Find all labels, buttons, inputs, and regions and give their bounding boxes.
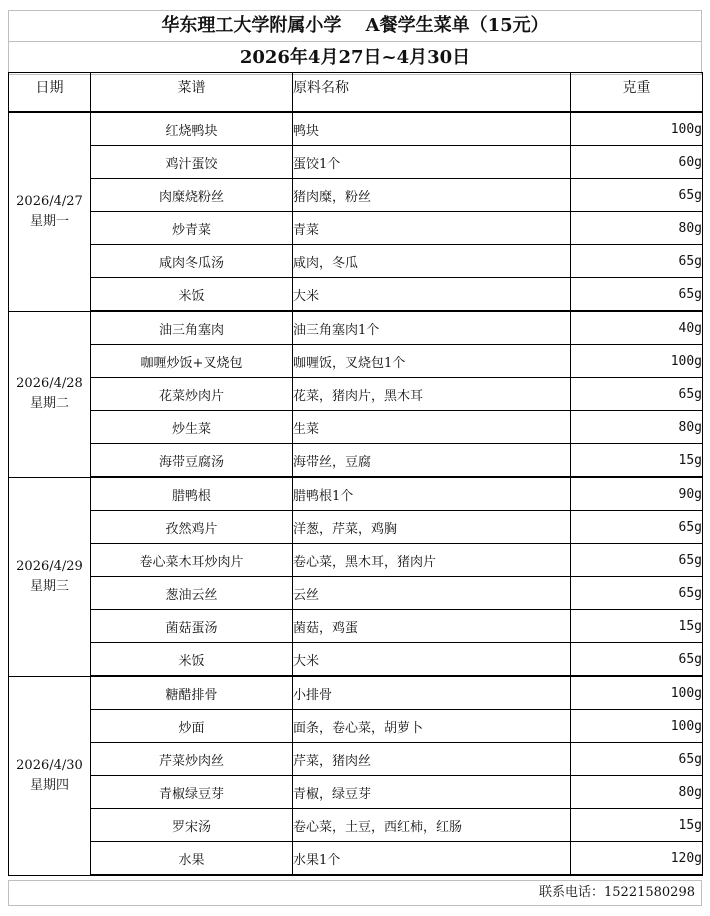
dish-name: 鸡汁蛋饺 <box>91 146 293 179</box>
dish-name: 芹菜炒肉丝 <box>91 743 293 776</box>
table-row <box>9 278 703 312</box>
ingredients: 花菜，猪肉片，黑木耳 <box>293 378 571 411</box>
table-row <box>9 577 703 610</box>
table-row <box>9 809 703 842</box>
page-title: 华东理工大学附属小学 A餐学生菜单（15元） <box>9 11 701 42</box>
ingredients: 面条，卷心菜，胡萝卜 <box>293 710 571 743</box>
table-row <box>9 676 703 710</box>
ingredients: 猪肉糜，粉丝 <box>293 179 571 212</box>
weight: 100g <box>571 676 703 710</box>
dish-name: 米饭 <box>91 278 293 312</box>
table-row <box>9 544 703 577</box>
table-row <box>9 477 703 511</box>
table-row <box>9 842 703 876</box>
weight: 65g <box>571 544 703 577</box>
table-row <box>9 743 703 776</box>
weight: 90g <box>571 477 703 511</box>
header-date: 日期 <box>9 73 91 113</box>
weight: 65g <box>571 179 703 212</box>
menu-body <box>9 112 703 875</box>
weight: 15g <box>571 444 703 478</box>
table-row <box>9 610 703 643</box>
day-date: 2026/4/27 <box>16 193 83 209</box>
dish-name: 咖喱炒饭+叉烧包 <box>91 345 293 378</box>
day-weekday: 星期四 <box>29 777 69 793</box>
day-weekday: 星期二 <box>29 396 69 411</box>
dish-name: 咸肉冬瓜汤 <box>91 245 293 278</box>
weight: 65g <box>571 643 703 677</box>
weight: 80g <box>571 212 703 245</box>
ingredients: 鸭块 <box>293 112 571 146</box>
weight: 100g <box>571 112 703 146</box>
table-row <box>9 776 703 809</box>
weight: 65g <box>571 378 703 411</box>
ingredients: 水果1个 <box>293 842 571 876</box>
ingredients: 卷心菜，土豆，西红柿，红肠 <box>293 809 571 842</box>
table-row <box>9 378 703 411</box>
dish-name: 青椒绿豆芽 <box>91 776 293 809</box>
dish-name: 炒生菜 <box>91 411 293 444</box>
dish-name: 菌菇蛋汤 <box>91 610 293 643</box>
ingredients: 菌菇，鸡蛋 <box>293 610 571 643</box>
table-row <box>9 179 703 212</box>
weight: 65g <box>571 245 703 278</box>
ingredients: 青菜 <box>293 212 571 245</box>
dish-name: 红烧鸭块 <box>91 112 293 146</box>
dish-name: 腊鸭根 <box>91 477 293 511</box>
ingredients: 海带丝，豆腐 <box>293 444 571 478</box>
dish-name: 炒青菜 <box>91 212 293 245</box>
day-cell <box>9 477 91 676</box>
ingredients: 大米 <box>293 643 571 677</box>
weight: 100g <box>571 345 703 378</box>
weight: 15g <box>571 610 703 643</box>
weight: 120g <box>571 842 703 876</box>
weight: 100g <box>571 710 703 743</box>
dish-name: 卷心菜木耳炒肉片 <box>91 544 293 577</box>
weight: 60g <box>571 146 703 179</box>
dish-name: 糖醋排骨 <box>91 676 293 710</box>
day-cell <box>9 112 91 311</box>
day-date: 2026/4/28 <box>16 376 83 391</box>
day-date: 2026/4/29 <box>16 558 83 574</box>
dish-name: 海带豆腐汤 <box>91 444 293 478</box>
table-row <box>9 345 703 378</box>
dish-name: 肉糜烧粉丝 <box>91 179 293 212</box>
ingredients: 油三角塞肉1个 <box>293 311 571 345</box>
table-row <box>9 146 703 179</box>
weight: 80g <box>571 776 703 809</box>
dish-name: 罗宋汤 <box>91 809 293 842</box>
day-weekday: 星期三 <box>29 578 69 594</box>
ingredients: 云丝 <box>293 577 571 610</box>
header-row <box>9 73 703 113</box>
weight: 65g <box>571 278 703 312</box>
ingredients: 大米 <box>293 278 571 312</box>
menu-table <box>8 72 703 876</box>
contact-phone: 联系电话：15221580298 <box>8 880 702 906</box>
table-row <box>9 411 703 444</box>
table-row <box>9 311 703 345</box>
weight: 65g <box>571 577 703 610</box>
ingredients: 洋葱，芹菜，鸡胸 <box>293 511 571 544</box>
dish-name: 葱油云丝 <box>91 577 293 610</box>
weight: 65g <box>571 511 703 544</box>
table-row <box>9 245 703 278</box>
table-row <box>9 212 703 245</box>
weight: 15g <box>571 809 703 842</box>
title-box <box>8 10 702 75</box>
table-row <box>9 710 703 743</box>
date-range: 2026年4月27日~4月30日 <box>239 47 471 68</box>
dish-name: 水果 <box>91 842 293 876</box>
table-row <box>9 444 703 478</box>
day-date: 2026/4/30 <box>16 757 83 773</box>
dish-name: 米饭 <box>91 643 293 677</box>
dish-name: 花菜炒肉片 <box>91 378 293 411</box>
dish-name: 炒面 <box>91 710 293 743</box>
ingredients: 腊鸭根1个 <box>293 477 571 511</box>
day-cell <box>9 676 91 875</box>
weight: 80g <box>571 411 703 444</box>
header-weight: 克重 <box>571 73 703 113</box>
day-weekday: 星期一 <box>29 213 69 229</box>
ingredients: 咸肉，冬瓜 <box>293 245 571 278</box>
header-dish: 菜谱 <box>91 73 293 113</box>
ingredients: 生菜 <box>293 411 571 444</box>
ingredients: 卷心菜，黑木耳，猪肉片 <box>293 544 571 577</box>
ingredients: 咖喱饭，叉烧包1个 <box>293 345 571 378</box>
table-row <box>9 643 703 677</box>
table-row <box>9 112 703 146</box>
dish-name: 油三角塞肉 <box>91 311 293 345</box>
weight: 40g <box>571 311 703 345</box>
ingredients: 青椒，绿豆芽 <box>293 776 571 809</box>
header-ingredients: 原料名称 <box>293 73 571 113</box>
dish-name: 孜然鸡片 <box>91 511 293 544</box>
weight: 65g <box>571 743 703 776</box>
ingredients: 小排骨 <box>293 676 571 710</box>
ingredients: 蛋饺1个 <box>293 146 571 179</box>
day-cell <box>9 311 91 477</box>
ingredients: 芹菜，猪肉丝 <box>293 743 571 776</box>
table-row <box>9 511 703 544</box>
